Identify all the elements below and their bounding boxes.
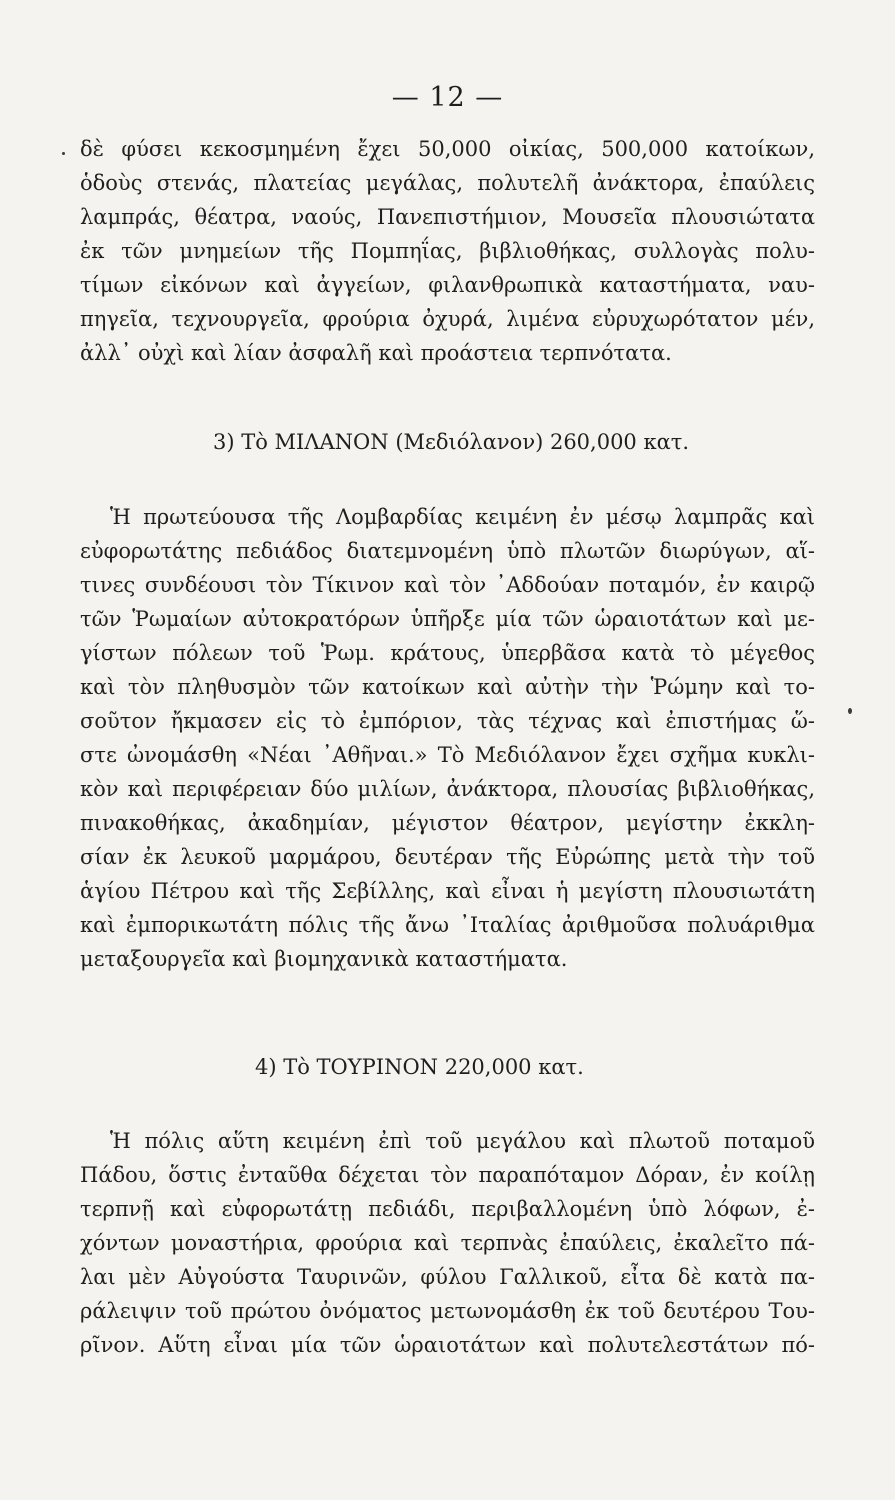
para1-line: δὲ φύσει κεκοσμημένη ἔχει 50,000 οἰκίας, 500,000 κατοίκων, bbox=[80, 137, 815, 161]
para3-line: τερπνῇ καὶ εὐφορωτάτῃ πεδιάδι, περιβαλλομένη ὑπὸ λόφων, ἐ- bbox=[80, 1197, 815, 1221]
page-number: — 12 — bbox=[391, 82, 504, 113]
margin-speck bbox=[848, 708, 852, 714]
para2-line: εὐφορωτάτης πεδιάδος διατεμνομένη ὑπὸ πλωτῶν διωρύγων, αἵ- bbox=[80, 539, 815, 563]
para2-line: τῶν Ῥωμαίων αὐτοκρατόρων ὑπῆρξε μία τῶν ὡραιοτάτων καὶ με- bbox=[80, 607, 815, 631]
para2-line: τινες συνδέουσι τὸν Τίκινον καὶ τὸν ᾿Αδδούαν ποταμόν, ἐν καιρῷ bbox=[80, 573, 815, 597]
para2-line: στε ὠνομάσθη «Νέαι ᾿Αθῆναι.» Τὸ Μεδιόλανον ἔχει σχῆμα κυκλι- bbox=[80, 743, 815, 767]
para1-line: τίμων εἰκόνων καὶ ἀγγείων, φιλανθρωπικὰ καταστήματα, ναυ- bbox=[80, 273, 815, 297]
section-heading-milan: 3) Τὸ ΜΙΛΑΝΟΝ (Μεδιόλανον) 260,000 κατ. bbox=[213, 430, 690, 454]
para3-line: Πάδου, ὅστις ἐνταῦθα δέχεται τὸν παραπόταμον Δόραν, ἐν κοίλῃ bbox=[80, 1163, 815, 1187]
para3-line: ρῖνον. Αὕτη εἶναι μία τῶν ὡραιοτάτων καὶ πολυτελεστάτων πό- bbox=[80, 1333, 815, 1357]
para2-line: ἁγίου Πέτρου καὶ τῆς Σεβίλλης, καὶ εἶναι ἡ μεγίστη πλουσιωτάτη bbox=[80, 879, 815, 903]
para3-line: ράλειψιν τοῦ πρώτου ὀνόματος μετωνομάσθη ἐκ τοῦ δευτέρου Του- bbox=[80, 1299, 815, 1323]
para1-line: πηγεῖα, τεχνουργεῖα, φρούρια ὀχυρά, λιμένα εὐρυχωρότατον μέν, bbox=[80, 307, 815, 331]
para2-line: σοῦτον ἤκμασεν εἰς τὸ ἐμπόριον, τὰς τέχνας καὶ ἐπιστήμας ὥ- bbox=[80, 709, 815, 733]
para2-line: καὶ ἐμπορικωτάτη πόλις τῆς ἄνω ᾿Ιταλίας ἀριθμοῦσα πολυάριθμα bbox=[80, 913, 815, 937]
para2-line: Ἡ πρωτεύουσα τῆς Λομβαρδίας κειμένη ἐν μέσῳ λαμπρᾶς καὶ bbox=[110, 505, 815, 529]
para1-line: ἐκ τῶν μνημείων τῆς Πομπηΐας, βιβλιοθήκας, συλλογὰς πολυ- bbox=[80, 239, 815, 263]
para1-line: ἀλλ᾽ οὐχὶ καὶ λίαν ἀσφαλῆ καὶ προάστεια τερπνότατα. bbox=[80, 341, 672, 365]
para2-line: καὶ τὸν πληθυσμὸν τῶν κατοίκων καὶ αὐτὴν τὴν Ῥώμην καὶ το- bbox=[80, 675, 815, 699]
para2-line: μεταξουργεῖα καὶ βιομηχανικὰ καταστήματα. bbox=[80, 947, 568, 971]
para3-line: χόντων μοναστήρια, φρούρια καὶ τερπνὰς ἐπαύλεις, ἐκαλεῖτο πά- bbox=[80, 1231, 815, 1255]
para2-line: πινακοθήκας, ἀκαδημίαν, μέγιστον θέατρον, μεγίστην ἐκκλη- bbox=[80, 811, 815, 835]
para2-line: γίστων πόλεων τοῦ Ῥωμ. κράτους, ὑπερβᾶσα κατὰ τὸ μέγεθος bbox=[80, 641, 815, 665]
para1-line: ὁδοὺς στενάς, πλατείας μεγάλας, πολυτελῆ ἀνάκτορα, ἐπαύλεις bbox=[80, 171, 815, 195]
para3-line: λαι μὲν Αὐγούστα Ταυρινῶν, φύλου Γαλλικοῦ, εἶτα δὲ κατὰ πα- bbox=[80, 1265, 815, 1289]
margin-speck bbox=[62, 152, 65, 155]
para3-line: Ἡ πόλις αὕτη κειμένη ἐπὶ τοῦ μεγάλου καὶ πλωτοῦ ποταμοῦ bbox=[110, 1129, 815, 1153]
para2-line: σίαν ἐκ λευκοῦ μαρμάρου, δευτέραν τῆς Εὐρώπης μετὰ τὴν τοῦ bbox=[80, 845, 815, 869]
para1-line: λαμπράς, θέατρα, ναούς, Πανεπιστήμιον, Μουσεῖα πλουσιώτατα bbox=[80, 205, 815, 229]
section-heading-turin: 4) Τὸ ΤΟΥΡΙΝΟΝ 220,000 κατ. bbox=[255, 1055, 584, 1079]
para2-line: κὸν καὶ περιφέρειαν δύο μιλίων, ἀνάκτορα, πλουσίας βιβλιοθήκας, bbox=[80, 777, 815, 801]
